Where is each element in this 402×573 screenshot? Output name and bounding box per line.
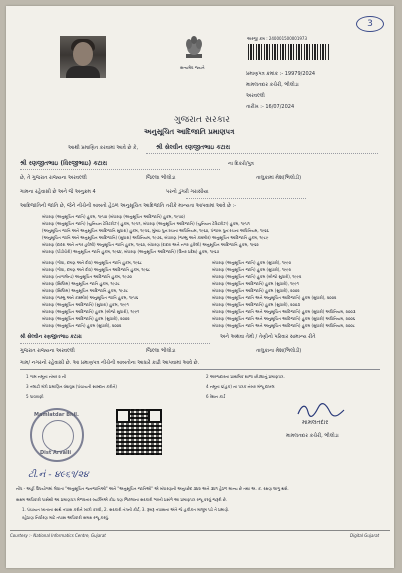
official-stamp: Mamlatdar Bhil. Dist Arvalli: [30, 408, 84, 462]
note-3: 1. પંચાયત ખાતાના સાથે તપાસ કરીને ખાત્રી કરવી, 2. સરકારી તંત્રની કોર્ટ, 3. રૂબરૂ તપાસના અંતે જે હકીકત માલૂમ પડે તે પ્રમાણે.: [22, 507, 230, 512]
footer-courtesy: Courtesy :- National Informatics Centre, Gujarat: [10, 533, 106, 538]
law-right-4: બંધારણ (અનુસૂચિત આદિજાતિ) હુકમ (સુધારો), ૧૯૯૧: [212, 281, 299, 286]
qr-code: [116, 409, 162, 455]
law-right-3: બંધારણ (અનુસૂચિત જાતિ) હુકમ (બીજો સુધારો), ૧૯૯૨: [212, 274, 302, 279]
signatory-title: મામલતદાર: [302, 419, 329, 426]
law-line-4: (અનુસૂચિત જાતિ અને અનુસૂચિત આદિજાતિ) (સુધારા) અધિનિયમ, ૧૯૭૬, બંધારણ (જમ્મુ અને કાશ્મીર) અનુસૂચિત આદિજાતિ હુકમ, ૧૯૮૯: [42, 235, 269, 240]
applicant-name: શ્રી સેલ્વીન રણજીતભાઇ કટારા: [156, 144, 231, 151]
ashoka-emblem-icon: [182, 34, 206, 64]
certificate-title: અનુસૂચિત આદિજાતિ પ્રમાણપત્ર: [144, 128, 235, 136]
certify-intro: આથી પ્રમાણિત કરવામાં આવે છે કે,: [68, 145, 139, 151]
address-village: તાલુકાના મેશ(ભિલોડી): [256, 348, 302, 354]
basis-item-3: 3 તલાટી મંત્રી પ્રમાણિત વંશવૃક્ષ (પંચાયતી સાબ્દાન કરીને): [26, 384, 117, 389]
barcode: [248, 44, 330, 60]
law-left-1: બંધારણ (ગોવા, દમણ અને દીવ) અનુસૂચિત જાતિ હુકમ, ૧૯૬૮: [42, 260, 142, 265]
officer-signature: [296, 402, 346, 418]
note-4: રહેઠાણ નિર્ધારણ માટે તપાસ અધિકારી સમક્ષ રજૂ કરવું.: [22, 515, 110, 520]
basis-item-5: 5 પાવરાણી: [26, 394, 44, 399]
issuing-district: અરવલ્લી: [246, 93, 265, 99]
tribe-name: પરનો ડુંગરી ગરાસીયા: [166, 189, 209, 195]
page-number-circle: 3: [356, 16, 384, 32]
law-right-2: બંધારણ (અનુસૂચિત જાતિ) હુકમ (સુધારો), ૧૯૯૨: [212, 267, 291, 272]
basis-item-6: 6 રેશન કાર્ડ: [206, 394, 226, 399]
law-left-6: બંધારણ (જમ્મુ અને કાશ્મીર) અનુસૂચિત જાતિ હુકમ, ૧૯૫૬: [42, 295, 139, 300]
village: તાલુકામાં મેશ(ભિલોડી): [256, 175, 302, 181]
issue-date: તારીખ :- 16/07/2024: [246, 104, 295, 110]
recognition-statement: આદિજાતિની જાતિ છે, જેને નીચેની બાબતો હેઠળ અનુસૂચિત આદિજાતિ તરીકે માન્યતા આપવામાં આવે છે :-: [20, 203, 237, 209]
certificate-page: [6, 6, 394, 568]
law-left-5: બંધારણ (સિક્કિમ) અનુસૂચિત આદિજાતિ હુકમ, ૧૯૭૮: [42, 288, 129, 293]
address-taluka: જિલ્લા ભીલોડા: [146, 348, 176, 354]
law-left-2: બંધારણ (ગોવા, દમણ અને દીવ) અનુસૂચિત આદિજાતિ હુકમ, ૧૯૬૮: [42, 267, 151, 272]
law-line-5: બંધારણ (દાદરા અને નગર હવેલી) અનુસૂચિત જાતિ હુકમ, ૧૯૬૨, બંધારણ (દાદરા અને નગર હવેલી) અનુસૂચિત આદિજાતિ હુકમ, ૧૯૬૨: [42, 242, 259, 247]
state-district: છે, તે ગુજરાત રાજ્યના અરવલ્લી: [20, 175, 87, 181]
law-right-1: બંધારણ (અનુસૂચિત જાતિ) હુકમ (સુધારો), ૧૯૯૦: [212, 260, 291, 265]
father-name: શ્રી રણજીતભાઇ (વિરજીભાઇ) કટારા: [20, 160, 108, 167]
footer-digital-gujarat: Digital Gujarat: [350, 533, 380, 538]
law-left-9: બંધારણ (અનુસૂચિત આદિજાતિ) હુકમ (સુધારો), ૨૦૦૨: [42, 316, 130, 321]
address-district: ગુજરાત રાજ્યના અરવલ્લી: [20, 348, 75, 354]
law-line-6: બંધારણ (પોંડીચેરી) અનુસૂચિત જાતિ હુકમ, ૧૯૬૪, બંધારણ (અનુસૂચિત આદિજાતિ) (ઉત્તર પ્રદેશ) હુકમ, ૧૯૬૭: [42, 249, 220, 254]
law-left-3: બંધારણ (નાગાલેન્ડ) અનુસૂચિત આદિજાતિ હુકમ, ૧૯૭૦: [42, 274, 132, 279]
entry-number: ગામના રહેવાસી છે અને જે અનુક્રમ 4: [20, 189, 96, 195]
emblem-motto: સત્યમેવ જયતે: [180, 65, 205, 70]
law-right-8: બંધારણ (અનુસૂચિત જાતિ અને અનુસૂચિત આદિજાતિ) હુકમ (સુધારો) અધિનિયમ, ૨૦૦૩: [212, 309, 356, 314]
address-statement: ગામ/ નગરનો રહેવાસી છે. આ પ્રમાણપત્ર નીચેની બાબતોના આધારે કાઢી આપવામાં આવે છે.: [20, 360, 200, 366]
law-line-1: બંધારણ (અનુસૂચિત જાતિ) હુકમ, ૧૯૫૦ (બંધારણ (અનુસૂચિત આદિજાતિ) હુકમ, ૧૯૫૦): [42, 214, 185, 219]
law-right-7: બંધારણ (અનુસૂચિત આદિજાતિ) હુકમ (સુધારો), ૨૦૦૩: [212, 302, 300, 307]
taluka: જિલ્લા ભીલોડા: [146, 175, 176, 181]
note-2: સક્ષમ અધિકારી પાસેથી આ પ્રમાણપત્ર મેળવનાર વ્યક્તિએ કોઇ પણ જિલ્લાના સરકારી ભરતી પ્રસંગે આ પ્રમાણપત્ર રજૂ કરવું જરૂરી છે.: [16, 497, 228, 502]
law-left-7: બંધારણ (અનુસૂચિત આદિજાતિ) (સુધારા) હુકમ, ૧૯૯૧: [42, 302, 129, 307]
applicant-photo: [60, 36, 106, 78]
law-right-10: બંધારણ (અનુસૂચિત જાતિ અને અનુસૂચિત આદિજાતિ) હુકમ (સુધારો) અધિનિયમ, ૨૦૦૮: [212, 323, 355, 328]
basis-item-2: 2 અરજદારના પ્રાથમિક શાળા છોડ્યાનું પ્રમાણપત્ર.: [206, 374, 285, 379]
law-left-10: બંધારણ (અનુસૂચિત જાતિ) હુકમ (સુધારો), ૨૦૦૨: [42, 323, 122, 328]
law-right-9: બંધારણ (અનુસૂચિત જાતિ અને અનુસૂચિત આદિજાતિ) હુકમ (સુધારો) અધિનિયમ, ૨૦૦૬: [212, 316, 356, 321]
law-left-8: બંધારણ (અનુસૂચિત આદિજાતિ) હુકમ (બીજો સુધારો), ૧૯૯૧: [42, 309, 140, 314]
certificate-number: પ્રમાણપત્ર ક્રમાંક :- 19979/2024: [246, 71, 316, 77]
law-line-2: બંધારણ (અનુસૂચિત જાતિ) (યુનિયન ટેરિટરીઝ) હુકમ, ૧૯૫૧, બંધારણ (અનુસૂચિત આદિજાતિ) (યુનિયન ટેરિટરીઝ) હુકમ, ૧૯૫૧: [42, 221, 250, 226]
handwritten-register-number: ટી.નં - ૪૯૬૧/૨૪: [28, 470, 89, 480]
law-right-5: બંધારણ (અનુસૂચિત આદિજાતિ) હુકમ (સુધારો), ૨૦૦૨: [212, 288, 300, 293]
relation: ના દિકરો/પુત્ર: [228, 161, 254, 167]
resident-name: શ્રી સેલ્વીન રણજીતભાઇ કટારા: [20, 334, 82, 340]
resident-family: અને અથવા તેમી / તેણીનો પરિવાર સામાન્ય રીતે: [220, 334, 316, 340]
basis-item-4: 4 નમૂના ૬(હક) ના પત્રક નંબર મંજૂ દાખલ: [206, 384, 275, 389]
law-right-6: બંધારણ (અનુસૂચિત જાતિ અને અનુસૂચિત આદિજાતિ) હુકમ (સુધારો), ૨૦૦૨: [212, 295, 337, 300]
application-number: અરજી ક્રમ : 240001500001973: [247, 36, 308, 41]
law-line-3: (અનુસૂચિત જાતિ અને અનુસૂચિત આદિજાતિ સુધારા) હુકમ, ૧૯૫૬, મુંબઇ પુનઃરચના અધિનિયમ, ૧૯૬૦, પંજાબ પુનઃરચના અધિનિયમ, ૧૯૬૬: [42, 228, 269, 233]
signatory-office: મામલતદાર કચેરી, ભીલોડા: [286, 433, 339, 439]
law-left-4: બંધારણ (સિક્કિમ) અનુસૂચિત જાતિ હુકમ, ૧૯૭૮: [42, 281, 120, 286]
basis-item-1: 1 ગામ નમૂના નંબર ૨ ની: [26, 374, 67, 379]
issuing-office: મામલતદાર કચેરી, ભીલોડા: [246, 82, 299, 88]
note-1: નોંધ - અહીં ઉપયોગમાં લેવાતા "અનુસૂચિત જનજાતિઓ" અને "અનુસૂચિત જાતિઓ" એ બંધારણની અનુચ્છેદ ૩૪૨ અને ૩૪૧ હેઠળ માન્ય છે તથા અ. ક. રક્ષણ લાગુ થશે.: [16, 486, 289, 491]
state-title: ગુજરાત સરકાર: [174, 115, 230, 125]
